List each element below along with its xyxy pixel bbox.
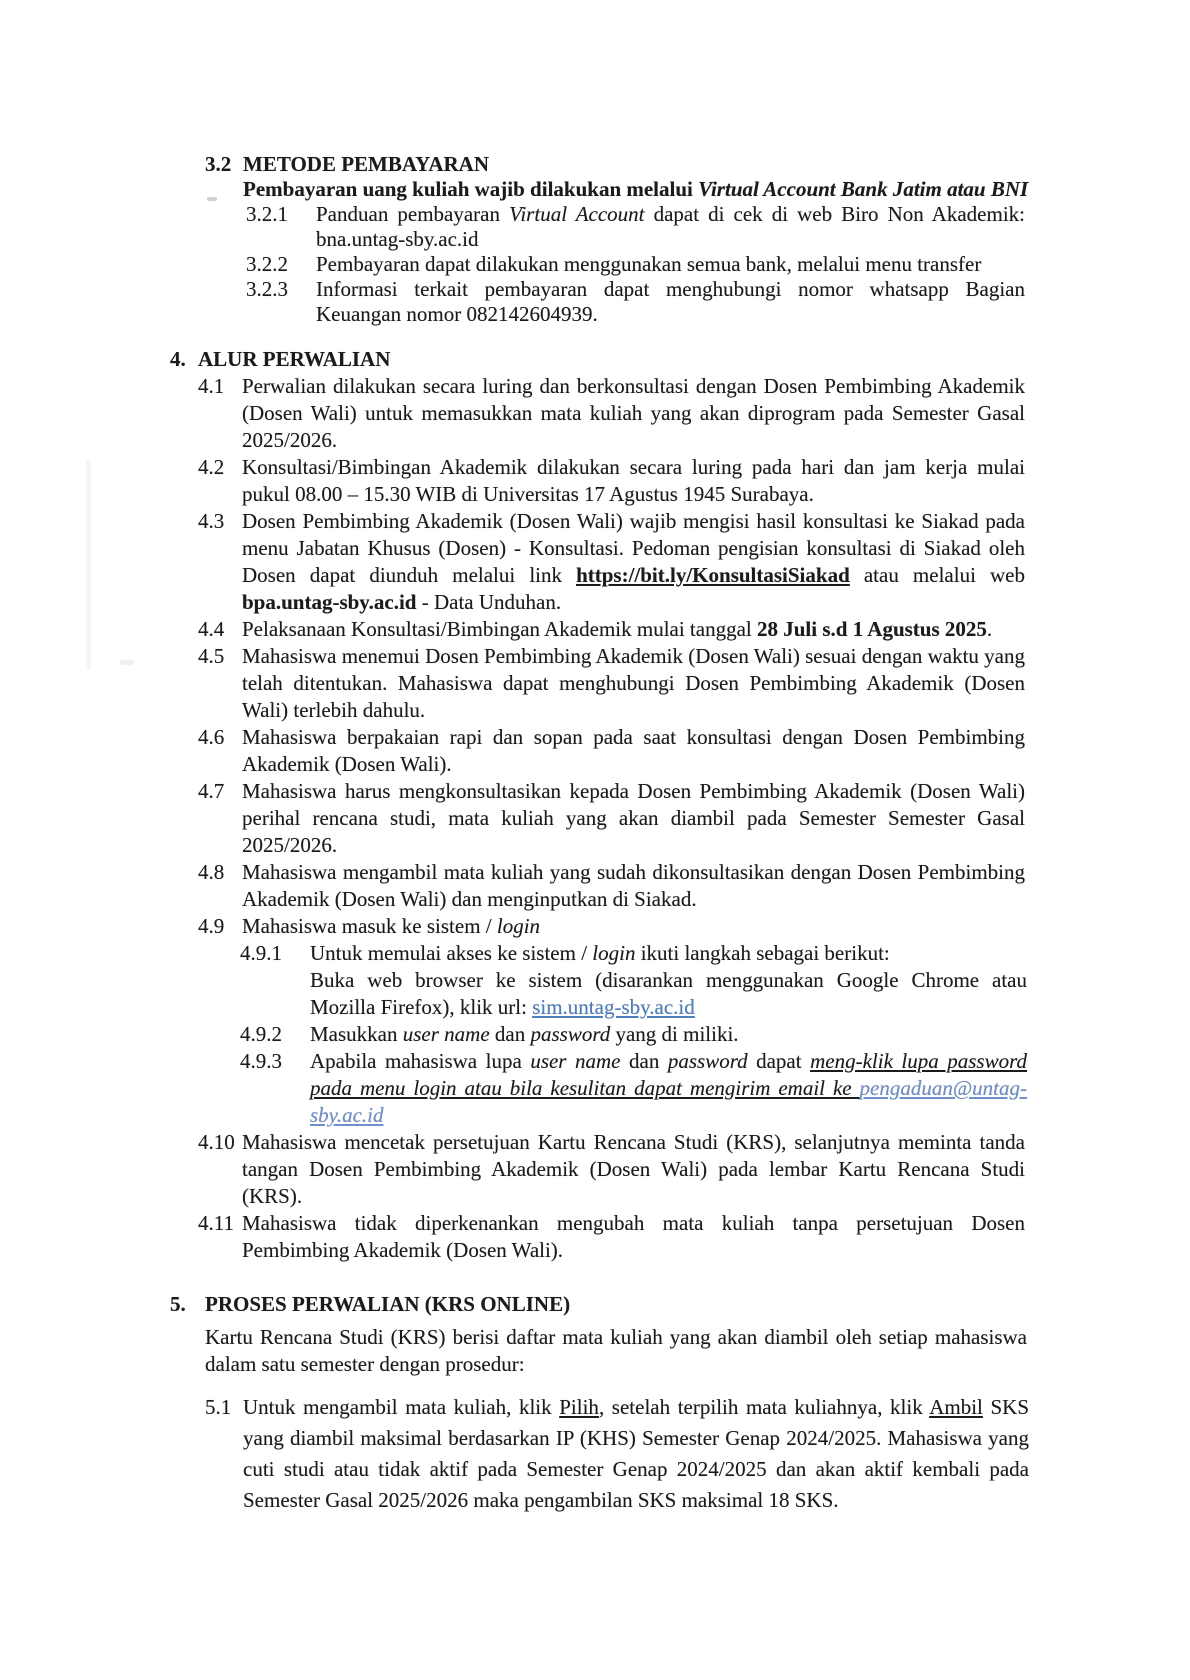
item-number: 4.11 [198, 1211, 234, 1235]
list-item-3-2-1 [246, 202, 1025, 252]
list-item-4-5 [198, 643, 1025, 724]
payment-intro-text: Pembayaran uang kuliah wajib dilakukan melalui [243, 177, 699, 201]
list-item-4-10 [198, 1129, 1025, 1210]
link-pengaduan-email[interactable]: pengaduan@untag-sby.ac.id [310, 1076, 1027, 1127]
item-text: dapat di cek di web Biro Non Akademik: bna.untag-sby.ac.id [316, 202, 1025, 251]
item-number: 4.4 [198, 617, 225, 641]
item-number: 4.1 [198, 374, 225, 398]
list-item-4-6 [198, 724, 1025, 778]
item-number: 3.2.2 [246, 252, 288, 276]
item-number: 4.6 [198, 725, 225, 749]
item-text: Masukkan [310, 1022, 403, 1046]
item-text: Dosen Pembimbing Akademik (Dosen Wali) wajib mengisi hasil konsultasi ke Siakad pada menu Jabatan Khusus (Dosen) - Konsultasi. Pedoman pengisian konsultasi di Siakad oleh Dosen dapat diunduh melalui link [242, 509, 1025, 587]
item-bold-text: bpa.untag-sby.ac.id [242, 590, 417, 614]
list-item-5-1 [205, 1392, 1029, 1516]
item-number: 4.9.3 [240, 1049, 282, 1073]
list-item-3-2-3 [246, 277, 1025, 327]
list-item-4-11 [198, 1210, 1025, 1264]
section-5-title: PROSES PERWALIAN (KRS ONLINE) [205, 1292, 571, 1316]
section-3-2-title: METODE PEMBAYARAN [243, 152, 490, 176]
item-text: dan [489, 1022, 531, 1046]
item-number: 3.2.3 [246, 277, 288, 301]
item-text: Buka web browser ke sistem (disarankan menggunakan Google Chrome atau Mozilla Firefox), klik url: [310, 968, 1027, 1019]
list-item-4-8 [198, 859, 1025, 913]
section-5-heading [170, 1291, 1190, 1318]
item-number: 4.2 [198, 455, 225, 479]
item-number: 4.9 [198, 914, 225, 938]
item-italic-text: login [592, 941, 636, 965]
item-underlined-italic-text: meng-klik lupa password pada menu login atau bila kesulitan dapat mengirim email ke [310, 1049, 1028, 1100]
payment-intro-italic: Virtual Account Bank Jatim atau BNI [698, 177, 1029, 201]
section-4-number: 4. [170, 347, 186, 371]
item-number: 5.1 [205, 1395, 232, 1419]
item-italic-text: user name [402, 1022, 490, 1046]
item-text: Mahasiswa tidak diperkenankan mengubah mata kuliah tanpa persetujuan Dosen Pembimbing Akademik (Dosen Wali). [242, 1211, 1025, 1262]
link-sim-untag[interactable]: sim.untag-sby.ac.id [532, 995, 695, 1019]
item-text: dan [620, 1049, 668, 1073]
item-text: Apabila mahasiswa lupa [310, 1049, 531, 1073]
item-italic-text: login [496, 914, 541, 938]
payment-intro [243, 177, 1190, 202]
item-text: Mahasiswa berpakaian rapi dan sopan pada saat konsultasi dengan Dosen Pembimbing Akademik (Dosen Wali). [242, 725, 1025, 776]
item-text: Konsultasi/Bimbingan Akademik dilakukan secara luring pada hari dan jam kerja mulai pukul 08.00 – 15.30 WIB di Universitas 17 Agustus 1945 Surabaya. [242, 455, 1025, 506]
item-italic-text: password [530, 1022, 611, 1046]
item-text: Mahasiswa masuk ke sistem / [242, 914, 497, 938]
item-number: 4.3 [198, 509, 225, 533]
item-text: Pelaksanaan Konsultasi/Bimbingan Akademik mulai tanggal [242, 617, 757, 641]
list-item-3-2-2 [246, 252, 1025, 277]
list-item-4-9-3 [240, 1048, 1027, 1129]
list-item-4-9-1 [240, 940, 1027, 1021]
item-number: 4.5 [198, 644, 225, 668]
item-text: , setelah terpilih mata kuliahnya, klik [598, 1395, 930, 1419]
link-konsultasi-siakad[interactable]: https://bit.ly/KonsultasiSiakad [576, 563, 850, 587]
item-italic-text: password [667, 1049, 748, 1073]
list-item-4-9-2 [240, 1021, 1027, 1048]
krs-intro-paragraph: Kartu Rencana Studi (KRS) berisi daftar mata kuliah yang akan diambil oleh setiap mahasiswa dalam satu semester dengan prosedur: [205, 1325, 1027, 1376]
list-item-4-4 [198, 616, 1025, 643]
item-underlined-text: Ambil [929, 1395, 983, 1419]
section-4-heading [170, 346, 1190, 373]
item-number: 4.8 [198, 860, 225, 884]
item-text: Panduan pembayaran [316, 202, 510, 226]
item-text: atau melalui web [849, 563, 1025, 587]
item-number: 4.9.2 [240, 1022, 282, 1046]
item-number: 4.9.1 [240, 941, 282, 965]
section-3-2-number: 3.2 [205, 152, 232, 176]
item-line [310, 940, 1027, 967]
item-text: Mahasiswa harus mengkonsultasikan kepada Dosen Pembimbing Akademik (Dosen Wali) perihal rencana studi, mata kuliah yang akan diambil pada Semester Semester Gasal 2025/2026. [242, 779, 1025, 857]
item-text: Mahasiswa menemui Dosen Pembimbing Akademik (Dosen Wali) sesuai dengan waktu yang telah ditentukan. Mahasiswa dapat menghubungi Dosen Pembimbing Akademik (Dosen Wali) terlebih dahulu. [242, 644, 1025, 722]
item-text: Perwalian dilakukan secara luring dan berkonsultasi dengan Dosen Pembimbing Akademik (Dosen Wali) untuk memasukkan mata kuliah yang akan diprogram pada Semester Gasal 2025/2026. [242, 374, 1025, 452]
item-text: ikuti langkah sebagai berikut: [635, 941, 890, 965]
list-item-4-9 [198, 913, 1025, 940]
item-text: dapat [747, 1049, 811, 1073]
item-number: 4.7 [198, 779, 225, 803]
item-text: . [986, 617, 993, 641]
item-text: Informasi terkait pembayaran dapat menghubungi nomor whatsapp Bagian Keuangan nomor 082142604939. [316, 277, 1025, 326]
item-text: Mahasiswa mencetak persetujuan Kartu Rencana Studi (KRS), selanjutnya meminta tanda tangan Dosen Pembimbing Akademik (Dosen Wali) pada lembar Kartu Rencana Studi (KRS). [242, 1130, 1025, 1208]
section-3-2-heading [205, 152, 1190, 177]
item-text: Untuk mengambil mata kuliah, klik [243, 1395, 560, 1419]
item-text: yang di miliki. [610, 1022, 739, 1046]
item-number: 3.2.1 [246, 202, 288, 226]
item-text: Mahasiswa mengambil mata kuliah yang sudah dikonsultasikan dengan Dosen Pembimbing Akademik (Dosen Wali) dan menginputkan di Siakad. [242, 860, 1025, 911]
item-number: 4.10 [198, 1130, 235, 1154]
list-item-4-2 [198, 454, 1025, 508]
item-text: Untuk memulai akses ke sistem / [310, 941, 593, 965]
section-5-number: 5. [170, 1292, 186, 1316]
list-item-4-1 [198, 373, 1025, 454]
item-italic-text: user name [530, 1049, 621, 1073]
item-text: - Data Unduhan. [416, 590, 562, 614]
item-italic-text: Virtual Account [509, 202, 645, 226]
section-4-title: ALUR PERWALIAN [198, 347, 391, 371]
item-text: Pembayaran dapat dilakukan menggunakan semua bank, melalui menu transfer [316, 252, 982, 276]
list-item-4-3 [198, 508, 1025, 616]
list-item-4-7 [198, 778, 1025, 859]
item-underlined-text: Pilih [559, 1395, 599, 1419]
item-line [310, 967, 1027, 1021]
document-content [0, 152, 1190, 1516]
item-bold-date: 28 Juli s.d 1 Agustus 2025 [757, 617, 987, 641]
item-text: SKS yang diambil maksimal berdasarkan IP (KHS) Semester Genap 2024/2025. Mahasiswa yang cuti studi atau tidak aktif pada Semester Genap 2024/2025 dan akan aktif kembali pada Semester Gasal 2025/2026 maka pengambilan SKS maksimal 18 SKS. [243, 1395, 1029, 1512]
